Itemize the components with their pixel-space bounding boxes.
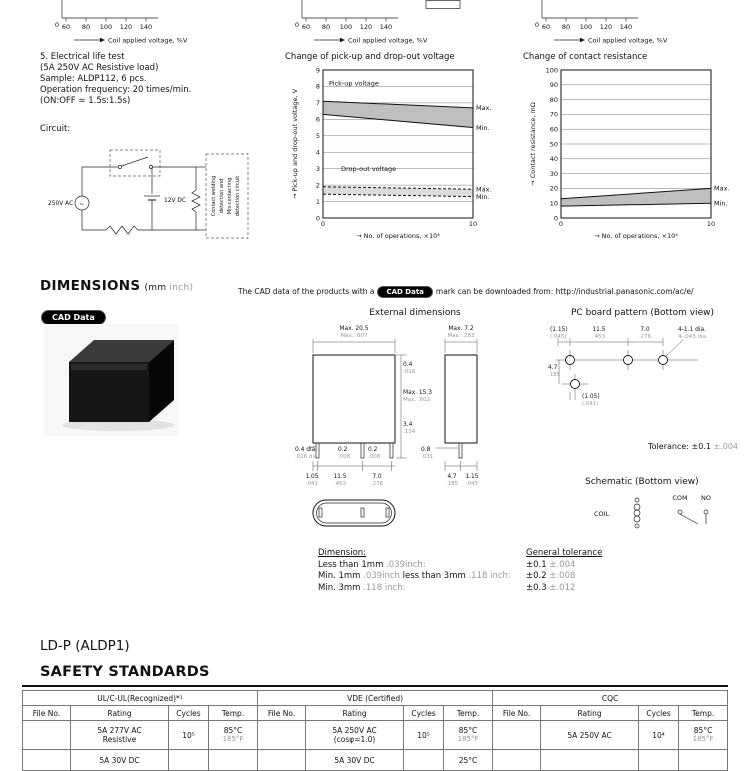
cqc-rating: 5A 250V AC bbox=[541, 721, 639, 750]
cad-note-pre: The CAD data of the products with a bbox=[238, 287, 375, 296]
dim-34-mm: 3.4 bbox=[403, 422, 413, 428]
col-header: Temp. bbox=[444, 706, 493, 721]
group-header-vde: VDE (Certified) bbox=[258, 691, 493, 706]
svg-text:4: 4 bbox=[315, 148, 320, 157]
dim-depth-mm: Max. 7.2 bbox=[448, 326, 474, 332]
tolerance-row: Less than 1mm .039inch: ±0.1 ±.004 bbox=[318, 559, 576, 570]
col-header: Rating bbox=[306, 706, 404, 721]
col-header: Cycles bbox=[404, 706, 444, 721]
x-axis-label: Coil applied voltage, %V bbox=[348, 36, 428, 45]
relay-contact-box bbox=[110, 150, 160, 176]
group-header-cqc: CQC bbox=[493, 691, 728, 706]
pcb-hole bbox=[659, 356, 668, 365]
tolerance-row: Min. 3mm .118 inch: ±0.3 ±.012 bbox=[318, 582, 576, 593]
detector-text-4: detection circuit bbox=[235, 175, 241, 217]
ul-file bbox=[23, 750, 71, 771]
svg-text:10: 10 bbox=[549, 199, 558, 208]
pcb-hole bbox=[566, 356, 575, 365]
ul-cycles bbox=[169, 750, 209, 771]
axis-origin-label: 0 bbox=[54, 21, 60, 29]
external-dimensions-drawing bbox=[295, 320, 535, 534]
vde-temp: 25°C bbox=[444, 750, 493, 771]
col-header: Cycles bbox=[169, 706, 209, 721]
cqc-file bbox=[493, 721, 541, 750]
relay-front-face bbox=[69, 362, 149, 422]
bottom-view bbox=[313, 500, 395, 526]
cqc-cycles: 10⁴ bbox=[639, 721, 679, 750]
svg-text:90: 90 bbox=[549, 81, 558, 90]
svg-text:30: 30 bbox=[549, 169, 558, 178]
x-tick: 100 bbox=[99, 23, 113, 31]
x-tick: 100 bbox=[339, 23, 353, 31]
pcb-115-mm: (1.15) bbox=[550, 327, 568, 333]
ul-file bbox=[23, 721, 71, 750]
col-header: Temp. bbox=[209, 706, 258, 721]
x-tick: 100 bbox=[579, 23, 593, 31]
cad-data-badge: CAD Data bbox=[38, 305, 109, 325]
product-heading: LD-P (ALDP1) bbox=[40, 638, 130, 654]
pcb-hole bbox=[624, 356, 633, 365]
svg-text:20: 20 bbox=[549, 184, 558, 193]
svg-text:8: 8 bbox=[315, 82, 320, 91]
electrical-life-test-block bbox=[40, 52, 191, 135]
pcb-pattern-title: PC board pattern (Bottom view) bbox=[571, 308, 714, 318]
pcb-hole bbox=[571, 380, 580, 389]
schematic-drawing bbox=[592, 490, 737, 536]
vde-file bbox=[258, 750, 306, 771]
pcb-115-inch: (.045) bbox=[550, 334, 567, 340]
pickup-dropout-plot bbox=[285, 62, 505, 254]
svg-text:5: 5 bbox=[315, 132, 320, 141]
cad-note-post: mark can be downloaded from: http://industrial.panasonic.com/ac/e/ bbox=[435, 287, 694, 296]
svg-text:→ Contact resistance, mΩ: → Contact resistance, mΩ bbox=[529, 102, 537, 186]
pcb-pitch115-inch: .453 bbox=[592, 334, 606, 340]
coil-supply-label: 12V DC bbox=[164, 198, 187, 204]
dim-34-inch: .134 bbox=[403, 429, 416, 435]
condition-line: (5A 250V AC Resistive load) bbox=[40, 63, 159, 73]
svg-text:10: 10 bbox=[468, 220, 478, 228]
coil-symbol bbox=[634, 498, 640, 528]
x-tick: 60 bbox=[61, 23, 71, 31]
life-test-circuit-diagram bbox=[46, 142, 251, 244]
vde-rating: 5A 30V DC bbox=[306, 750, 404, 771]
detector-text-1: Contact welding bbox=[211, 175, 217, 217]
pcb-105-mm: (1.05) bbox=[582, 394, 600, 400]
schematic-title: Schematic (Bottom view) bbox=[585, 477, 699, 487]
circuit-label: Circuit: bbox=[40, 124, 71, 134]
svg-text:80: 80 bbox=[549, 95, 558, 104]
svg-text:70: 70 bbox=[549, 110, 558, 119]
group-header-ul: UL/C-UL(Recognized)*¹ bbox=[23, 691, 258, 706]
chart-title: Change of contact resistance bbox=[523, 52, 648, 62]
x-tick: 80 bbox=[81, 23, 91, 31]
safety-standards-table bbox=[22, 690, 728, 771]
front-view bbox=[295, 326, 432, 487]
cad-data-badge-inline: CAD Data bbox=[377, 286, 432, 298]
pcb-holes-inch: 4-.043 dia. bbox=[678, 334, 708, 340]
svg-text:9: 9 bbox=[315, 66, 320, 75]
pcb-47-inch: .185 bbox=[548, 372, 561, 378]
coil-voltage-axis-fragment-3 bbox=[528, 0, 728, 46]
svg-text:→ No. of operations, ×10⁴: → No. of operations, ×10⁴ bbox=[356, 232, 440, 240]
dim-pin-dia-mm: 0.4 dia. bbox=[295, 447, 318, 453]
x-axis-label: Coil applied voltage, %V bbox=[588, 36, 668, 45]
svg-text:Max.: Max. bbox=[476, 185, 492, 194]
svg-text:0: 0 bbox=[315, 214, 320, 223]
source-voltage-label: 250V AC bbox=[48, 201, 74, 207]
tolerance-mm: Tolerance: ±0.1 bbox=[648, 442, 711, 451]
cqc-temp bbox=[679, 750, 728, 771]
svg-text:60: 60 bbox=[549, 125, 558, 134]
svg-text:2: 2 bbox=[315, 181, 320, 190]
cqc-cycles bbox=[639, 750, 679, 771]
side-view bbox=[421, 326, 479, 487]
col-header: Rating bbox=[541, 706, 639, 721]
svg-text:3: 3 bbox=[315, 164, 320, 173]
pickup-dropout-chart bbox=[285, 52, 505, 258]
coil-voltage-axis-fragment-1 bbox=[48, 0, 248, 46]
cad-download-note bbox=[238, 286, 694, 298]
dim-height-inch: Max. .602 bbox=[403, 397, 431, 403]
contact-symbol bbox=[678, 510, 708, 524]
cqc-file bbox=[493, 750, 541, 771]
svg-text:40: 40 bbox=[549, 155, 558, 164]
x-tick: 120 bbox=[359, 23, 373, 31]
cropped-legend-box bbox=[426, 1, 460, 9]
svg-text:50: 50 bbox=[549, 140, 558, 149]
dim-pin-dia-inch: .016 dia. bbox=[295, 454, 320, 460]
svg-text:100: 100 bbox=[545, 66, 558, 75]
tolerance-table bbox=[318, 548, 728, 594]
svg-text:0: 0 bbox=[320, 220, 326, 228]
dim-width-inch: Max. .807 bbox=[340, 333, 368, 339]
dimensions-heading bbox=[40, 278, 193, 294]
condition-line: (ON:OFF = 1.5s:1.5s) bbox=[40, 96, 131, 106]
dim-height-mm: Max. 15.3 bbox=[403, 390, 433, 396]
dim-04-mm: 0.4 bbox=[403, 362, 413, 368]
ul-temp bbox=[209, 750, 258, 771]
pcb-holes-mm: 4-1.1 dia. bbox=[678, 327, 706, 333]
general-tolerance-header: General tolerance bbox=[526, 548, 603, 558]
svg-text:Min.: Min. bbox=[476, 192, 490, 201]
tolerance-inch: ±.004 bbox=[713, 442, 738, 451]
svg-text:Max.: Max. bbox=[476, 104, 492, 113]
dim-08-mm: 0.8 bbox=[421, 447, 431, 453]
pcb-105-inch: (.041) bbox=[582, 401, 599, 407]
pcb-47-mm: 4.7 bbox=[548, 365, 558, 371]
pcb-pitch70-inch: .276 bbox=[638, 334, 652, 340]
dim-115-mm: 11.5 bbox=[333, 474, 347, 480]
dim-08-inch: .031 bbox=[421, 454, 434, 460]
svg-text:Max.: Max. bbox=[714, 184, 730, 193]
x-tick: 120 bbox=[119, 23, 133, 31]
svg-text:0: 0 bbox=[553, 214, 558, 223]
x-tick: 140 bbox=[379, 23, 393, 31]
ac-wave-glyph: ~ bbox=[79, 200, 85, 208]
svg-text:Min.: Min. bbox=[714, 199, 728, 208]
condition-line: Operation frequency: 20 times/min. bbox=[40, 85, 192, 95]
coil-voltage-axis-fragment-2 bbox=[288, 0, 488, 46]
dim-04-inch: .016 bbox=[403, 369, 416, 375]
svg-text:Min.: Min. bbox=[476, 123, 490, 132]
dim-depth-inch: Max. .283 bbox=[447, 333, 475, 339]
no-label: NO bbox=[701, 494, 711, 502]
table-row bbox=[23, 721, 728, 750]
dim-70-mm: 7.0 bbox=[372, 474, 382, 480]
vde-cycles bbox=[404, 750, 444, 771]
ul-rating: 5A 30V DC bbox=[71, 750, 169, 771]
x-tick: 60 bbox=[541, 23, 551, 31]
dim-02a-mm: 0.2 bbox=[338, 447, 348, 453]
col-header: Cycles bbox=[639, 706, 679, 721]
detector-text-3: Mis-contacting bbox=[227, 177, 233, 215]
dim-70-inch: .276 bbox=[370, 481, 384, 487]
ul-temp: 85°C 185°F bbox=[209, 721, 258, 750]
cqc-temp: 85°C 185°F bbox=[679, 721, 728, 750]
svg-text:7: 7 bbox=[315, 99, 320, 108]
pcb-pitch70-mm: 7.0 bbox=[640, 327, 650, 333]
dim-02b-mm: 0.2 bbox=[368, 447, 378, 453]
tolerance-header-row bbox=[318, 548, 728, 560]
x-tick: 80 bbox=[561, 23, 571, 31]
dim-width-mm: Max. 20.5 bbox=[339, 326, 369, 332]
svg-text:10: 10 bbox=[706, 220, 716, 228]
svg-text:→ Pick-up and drop-out voltage: → Pick-up and drop-out voltage, V bbox=[291, 88, 299, 200]
table-row bbox=[23, 750, 728, 771]
relay-product-photo bbox=[44, 324, 179, 436]
vde-temp: 85°C 185°F bbox=[444, 721, 493, 750]
svg-text:Pick-up voltage: Pick-up voltage bbox=[329, 79, 379, 88]
svg-text:6: 6 bbox=[315, 115, 320, 124]
col-header: Temp. bbox=[679, 706, 728, 721]
dim-115b-inch: .045 bbox=[465, 481, 479, 487]
x-tick: 60 bbox=[301, 23, 311, 31]
com-label: COM bbox=[672, 494, 688, 502]
pcb-tolerance-note bbox=[560, 442, 738, 451]
dim-47-inch: .185 bbox=[445, 481, 459, 487]
pcb-dim-lines bbox=[556, 338, 698, 400]
x-tick: 120 bbox=[599, 23, 613, 31]
svg-text:Drop-out voltage: Drop-out voltage bbox=[341, 165, 397, 174]
svg-text:→ No. of operations, ×10⁴: → No. of operations, ×10⁴ bbox=[594, 232, 678, 240]
x-tick: 140 bbox=[139, 23, 153, 31]
dim-02a-inch: .008 bbox=[338, 454, 351, 460]
ul-cycles: 10⁵ bbox=[169, 721, 209, 750]
detector-text-2: detection and bbox=[219, 178, 225, 214]
coil-label: COIL bbox=[594, 510, 610, 518]
contact-resistance-chart bbox=[523, 52, 743, 258]
svg-text:0: 0 bbox=[558, 220, 564, 228]
safety-standards-heading: SAFETY STANDARDS bbox=[40, 664, 210, 680]
ul-rating: 5A 277V AC Resistive bbox=[71, 721, 169, 750]
cqc-rating bbox=[541, 750, 639, 771]
unit-inch: inch) bbox=[169, 283, 194, 293]
dim-02b-inch: .008 bbox=[368, 454, 381, 460]
chart-title: Change of pick-up and drop-out voltage bbox=[285, 52, 455, 62]
dim-105-inch: .041 bbox=[305, 481, 319, 487]
dim-115-inch: .453 bbox=[333, 481, 347, 487]
unit-mm: (mm bbox=[144, 283, 167, 293]
col-header: File No. bbox=[23, 706, 71, 721]
vde-cycles: 10⁵ bbox=[404, 721, 444, 750]
x-tick: 80 bbox=[321, 23, 331, 31]
col-header: Rating bbox=[71, 706, 169, 721]
col-header: File No. bbox=[493, 706, 541, 721]
vde-file bbox=[258, 721, 306, 750]
heading-rule bbox=[22, 685, 728, 687]
dim-105-mm: 1.05 bbox=[305, 474, 319, 480]
x-tick: 140 bbox=[619, 23, 633, 31]
tolerance-row: Min. 1mm .039inch less than 3mm .118 inch: ±0.2 ±.008 bbox=[318, 571, 576, 581]
dim-115b-mm: 1.15 bbox=[465, 474, 479, 480]
svg-text:1: 1 bbox=[315, 197, 320, 206]
condition-line: Sample: ALDP112, 6 pcs. bbox=[40, 74, 147, 84]
pcb-pattern-drawing bbox=[548, 322, 743, 434]
col-header: File No. bbox=[258, 706, 306, 721]
contact-resistance-plot bbox=[523, 62, 743, 254]
dim-47-mm: 4.7 bbox=[447, 474, 457, 480]
axis-origin-label: 0 bbox=[534, 21, 540, 29]
x-axis-label: Coil applied voltage, %V bbox=[108, 36, 188, 45]
vde-rating: 5A 250V AC (cosφ=1.0) bbox=[306, 721, 404, 750]
dimension-header: Dimension: bbox=[318, 548, 367, 558]
section-title: 5. Electrical life test bbox=[40, 52, 125, 62]
dimensions-title: DIMENSIONS bbox=[40, 278, 141, 294]
pcb-pitch115-mm: 11.5 bbox=[592, 327, 606, 333]
external-dimensions-title: External dimensions bbox=[369, 308, 461, 318]
axis-origin-label: 0 bbox=[294, 21, 300, 29]
